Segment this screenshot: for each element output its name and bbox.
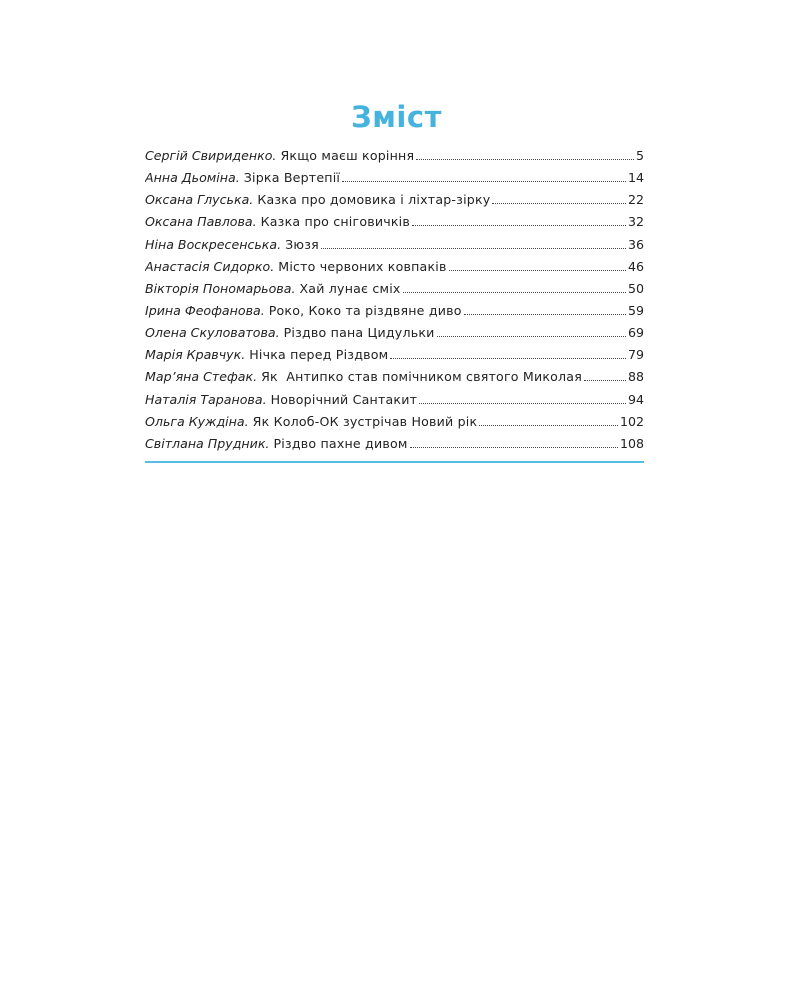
toc-author: Анастасія Сидорко. <box>145 258 275 274</box>
toc-author: Ірина Феофанова. <box>145 302 265 318</box>
toc-page-number: 94 <box>627 391 644 407</box>
toc-story-title: Як Антипко став помічником святого Миколая <box>261 369 582 385</box>
toc-author: Мар’яна Стефак. <box>145 369 258 385</box>
toc-author: Сергій Свириденко. <box>145 148 277 163</box>
toc-author: Марія Кравчук. <box>145 347 246 363</box>
toc-story-title: Зірка Вертепії <box>243 170 341 186</box>
toc-story-title: Роко, Коко та різдвяне диво <box>268 302 462 318</box>
toc-page-number: 32 <box>627 214 644 230</box>
toc-page-number: 102 <box>619 413 644 429</box>
toc-story-title: Різдво пана Цидульки <box>283 325 435 341</box>
toc-page-number: 79 <box>627 347 644 363</box>
dot-leader <box>449 269 626 271</box>
dot-leader <box>416 158 634 160</box>
toc-page-number: 46 <box>627 258 644 274</box>
toc-author: Наталія Таранова. <box>145 391 267 407</box>
toc-author: Вікторія Пономарьова. <box>145 280 296 296</box>
toc-entry <box>145 325 644 347</box>
toc-entry <box>145 170 644 192</box>
toc-entry <box>145 192 644 214</box>
toc-author: Оксана Глуська. <box>145 192 254 208</box>
dot-leader <box>403 291 626 293</box>
toc-author: Світлана Прудник. <box>145 435 270 451</box>
dot-leader <box>479 424 618 426</box>
bottom-divider <box>145 461 644 463</box>
dot-leader <box>584 379 626 381</box>
dot-leader <box>437 335 626 337</box>
toc-page-number: 50 <box>627 280 644 296</box>
toc-story-title: Казка про сніговичків <box>260 214 410 230</box>
toc-story-title: Казка про домовика і ліхтар-зірку <box>257 192 491 208</box>
toc-page-number: 22 <box>627 192 644 208</box>
page-title: Зміст <box>351 100 442 134</box>
dot-leader <box>321 247 626 249</box>
toc-story-title: Як Колоб-ОК зустрічав Новий рік <box>252 413 478 429</box>
toc-page-number: 108 <box>619 435 644 451</box>
toc-author: Оксана Павлова. <box>145 214 257 230</box>
toc-story-title: Якщо маєш коріння <box>280 148 415 163</box>
toc-author: Олена Скуловатова. <box>145 325 280 341</box>
toc-entry <box>145 214 644 236</box>
toc-story-title: Зюзя <box>285 236 319 252</box>
toc-entry <box>145 347 644 369</box>
toc-author: Ольга Куждіна. <box>145 413 249 429</box>
dot-leader <box>412 224 626 226</box>
table-of-contents <box>145 148 644 458</box>
dot-leader <box>492 202 626 204</box>
toc-author: Анна Дьоміна. <box>145 170 240 186</box>
toc-entry <box>145 414 644 436</box>
toc-page-number: 5 <box>635 148 644 163</box>
toc-story-title: Місто червоних ковпаків <box>278 258 447 274</box>
toc-entry <box>145 392 644 414</box>
dot-leader <box>342 180 626 182</box>
toc-entry <box>145 237 644 259</box>
toc-entry <box>145 436 644 458</box>
toc-page-number: 69 <box>627 325 644 341</box>
toc-author: Ніна Воскресенська. <box>145 236 282 252</box>
toc-entry <box>145 303 644 325</box>
dot-leader <box>390 357 626 359</box>
toc-entry <box>145 369 644 391</box>
toc-page-number: 88 <box>627 369 644 385</box>
toc-story-title: Новорічний Сантакит <box>270 391 418 407</box>
toc-page-number: 14 <box>627 170 644 186</box>
toc-story-title: Нічка перед Різдвом <box>249 347 389 363</box>
toc-entry <box>145 148 644 170</box>
toc-entry <box>145 281 644 303</box>
toc-story-title: Хай лунає сміх <box>299 280 401 296</box>
dot-leader <box>464 313 626 315</box>
dot-leader <box>410 446 618 448</box>
toc-story-title: Різдво пахне дивом <box>273 435 408 451</box>
toc-page-number: 59 <box>627 302 644 318</box>
toc-page-number: 36 <box>627 236 644 252</box>
dot-leader <box>419 402 626 404</box>
toc-entry <box>145 259 644 281</box>
